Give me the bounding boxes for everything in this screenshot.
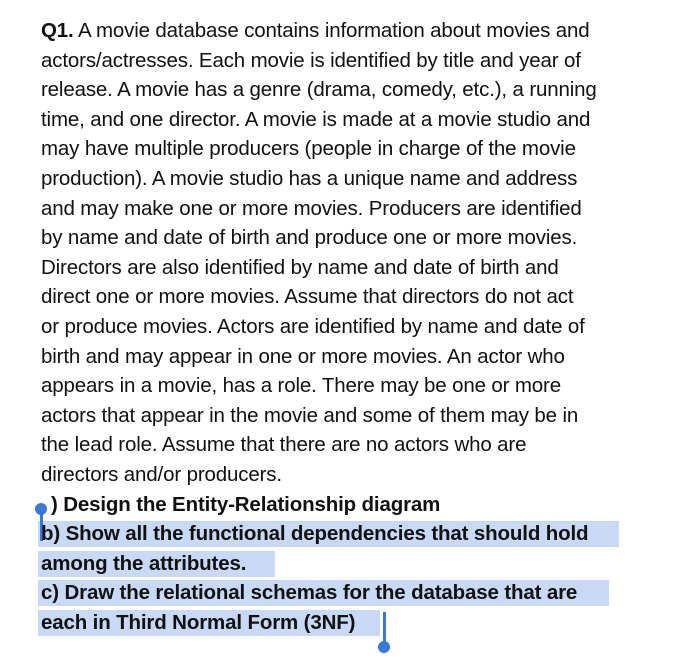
task-b-line-2[interactable] — [41, 549, 681, 579]
task-c-text: c) Draw the relational schemas for the database that are — [41, 581, 578, 605]
question-line — [41, 253, 681, 283]
question-line — [41, 164, 681, 194]
question-line-text: actors/actresses. Each movie is identified by title and year of — [41, 48, 581, 72]
handle-bar — [383, 612, 386, 644]
task-b-text: among the attributes. — [41, 551, 247, 575]
question-line — [41, 134, 681, 164]
question-line — [41, 401, 681, 431]
question-line — [41, 46, 681, 76]
question-line — [41, 342, 681, 372]
question-line-text: appears in a movie, has a role. There may be one or more — [41, 374, 561, 398]
question-line-text: directors and/or producers. — [41, 462, 282, 486]
question-line — [41, 75, 681, 105]
task-c-line-2[interactable] — [41, 608, 681, 638]
question-line-text: by name and date of birth and produce one or more movies. — [41, 226, 578, 250]
question-line — [41, 371, 681, 401]
question-line-text: A movie database contains information about movies and — [73, 19, 590, 42]
question-line — [41, 16, 681, 46]
question-line-text: actors that appear in the movie and some of them may be in — [41, 403, 579, 427]
question-line-text: may have multiple producers (people in charge of the movie — [41, 137, 576, 161]
question-line-text: and may make one or more movies. Producers are identified — [41, 196, 582, 220]
task-b-line-1[interactable] — [41, 519, 681, 549]
task-c-line-1[interactable] — [41, 578, 681, 608]
question-text-block — [41, 16, 681, 637]
question-line-text: Directors are also identified by name and date of birth and — [41, 255, 559, 279]
task-c-text: each in Third Normal Form (3NF) — [41, 610, 356, 634]
question-line — [41, 430, 681, 460]
question-line-text: the lead role. Assume that there are no actors who are — [41, 433, 527, 457]
question-line — [41, 460, 681, 490]
question-line-text: production). A movie studio has a unique name and address — [41, 166, 578, 190]
selection-end-handle[interactable] — [378, 612, 390, 654]
handle-knob-icon[interactable] — [378, 641, 390, 653]
question-line-text: or produce movies. Actors are identified by name and date of — [41, 314, 585, 338]
question-label: Q1. — [41, 19, 74, 42]
question-line — [41, 194, 681, 224]
question-line-text: direct one or more movies. Assume that directors do not act — [41, 285, 574, 309]
question-line-text: birth and may appear in one or more movies. An actor who — [41, 344, 565, 368]
question-line — [41, 105, 681, 135]
question-line — [41, 223, 681, 253]
task-a[interactable] — [41, 490, 681, 520]
question-line-text: time, and one director. A movie is made at a movie studio and — [41, 107, 591, 131]
question-line — [41, 312, 681, 342]
question-line-text: release. A movie has a genre (drama, comedy, etc.), a running — [41, 78, 597, 102]
question-line — [41, 282, 681, 312]
task-b-text: b) Show all the functional dependencies that should hold — [41, 522, 589, 546]
task-a-text: ) Design the Entity-Relationship diagram — [51, 492, 441, 516]
